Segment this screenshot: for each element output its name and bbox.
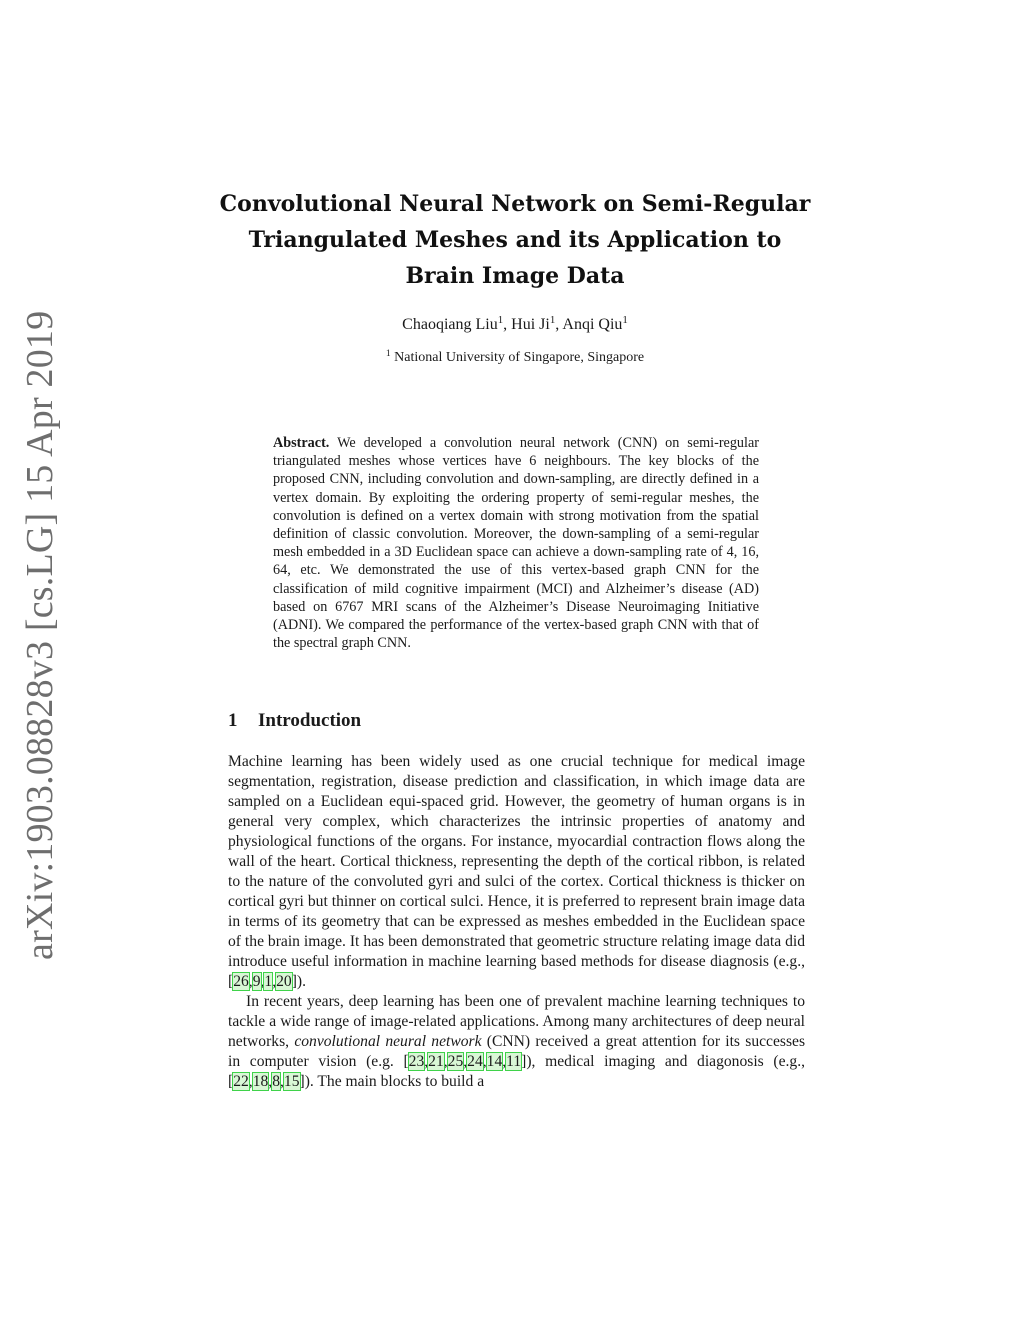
emphasized-term: convolutional neural network xyxy=(294,1033,482,1050)
abstract-label: Abstract. xyxy=(273,435,330,451)
citation-link[interactable]: 11 xyxy=(506,1053,522,1070)
title-line: Triangulated Meshes and its Application to xyxy=(248,227,782,253)
paragraph-text: ]), medical imaging and diagonosis (e.g., [ xyxy=(228,1053,805,1090)
citation-link[interactable]: 26 xyxy=(233,973,249,990)
affiliation-mark: 1 xyxy=(622,314,628,327)
section-heading xyxy=(228,708,808,734)
abstract-text: We developed a convolution neural network (CNN) on semi-regular triangulated meshes whose vertices have 6 neighbours. The key blocks of the proposed CNN, including convolution and down-sampling, are directly defined in a vertex domain. By exploiting the ordering property of semi-regular meshes, the convolution is defined on a vertex domain with strong motivation from the spatial definition of classic convolution. Moreover, the down-sampling of a semi-regular mesh embedded in a 3D Euclidean space can achieve a down-sampling rate of 4, 16, 64, etc. We demonstrated the use of this vertex-based graph CNN for the classification of mild cognitive impairment (MCI) and Alzheimer’s disease (AD) based on 6767 MRI scans of the Alzheimer’s Disease Neuroimaging Initiative (ADNI). We compared the performance of the vertex-based graph CNN with that of the spectral graph CNN. xyxy=(273,435,759,652)
author-list: Chaoqiang Liu$^1$, Hui Ji$^1$, Anqi Qiu$^1$ xyxy=(402,314,628,333)
affiliation-text: National University of Singapore, Singapore xyxy=(394,350,645,365)
abstract xyxy=(273,434,759,652)
author-name: Hui Ji xyxy=(511,316,550,333)
citation-link[interactable]: 21 xyxy=(428,1053,444,1070)
citation-link[interactable]: 25 xyxy=(447,1053,464,1070)
paragraph-text: ]). The main blocks to build a xyxy=(299,1073,485,1090)
section-number: 1 xyxy=(228,710,238,731)
citation-link[interactable]: 24 xyxy=(467,1053,483,1070)
paragraph: Machine learning has been widely used as one crucial technique for medical image segmentation, registration, disease prediction and classification, in which image data are sampled on a Euclidean equi-spaced grid. However, the geometry of human organs is in general very complex, which characterizes the intrinsic properties of anatomy and physiological functions of the organs. For instance, myocardial contraction flows along the wall of the heart. Cortical thickness, representing the depth of the cortical ribbon, is related to the nature of the convoluted gyri and sulci of the cortex. Cortical thickness is thicker on cortical gyri but thinner on cortical sulci. Hence, it is preferred to represent brain image data in terms of its geometry that can be expressed as meshes embedded in the Euclidean space of the brain image. It has been demonstrated that geometric structure relating image data did introduce useful information in machine learning based methods for disease diagnosis (e.g., [26,9,1,20]). xyxy=(228,753,805,990)
author-name: Anqi Qiu xyxy=(562,316,623,333)
author-name: Chaoqiang Liu xyxy=(402,316,498,333)
title-line: Convolutional Neural Network on Semi-Regular xyxy=(219,191,811,217)
section-title: Introduction xyxy=(258,710,362,731)
citation-link[interactable]: 1 xyxy=(264,973,273,990)
title-line: Brain Image Data xyxy=(405,263,625,289)
paragraph-text: (CNN) received a great attention for its successes in computer vision (e.g. [ xyxy=(228,1033,806,1070)
paragraph-text: ]). xyxy=(291,973,306,990)
citation-link[interactable]: 18 xyxy=(252,1073,269,1090)
citation-link[interactable]: 23 xyxy=(408,1053,425,1070)
citation-link[interactable]: 22 xyxy=(233,1073,249,1090)
paragraph-text: In recent years, deep learning has been one of prevalent machine learning techniques to tackle a wide range of image-related applications. Among many architectures of deep neural networks, xyxy=(228,993,805,1050)
citation-link[interactable]: 15 xyxy=(283,1073,300,1090)
citation-link[interactable]: 20 xyxy=(276,973,292,990)
citation-link[interactable]: 8 xyxy=(272,1073,280,1090)
affiliation-mark: 1 xyxy=(549,314,556,327)
paragraph: In recent years, deep learning has been one of prevalent machine learning techniques to tackle a wide range of image-related applications. Among many architectures of deep neural networks, convolutional neural network (CNN) received a great attention for its successes in computer vision (e.g. [23,21,25,24,14,11]), medical imaging and diagonosis (e.g., [22,18,8,15]). The main blocks to build a xyxy=(228,993,806,1090)
arxiv-identifier[interactable]: arXiv:1903.08828v3 [cs.LG] 15 Apr 2019 xyxy=(19,310,61,960)
affiliation-mark: 1 xyxy=(497,314,504,327)
citation-link[interactable]: 9 xyxy=(252,973,261,990)
affiliation-mark: 1 xyxy=(385,348,391,359)
paper-title xyxy=(215,186,815,294)
introduction-body xyxy=(228,752,805,1092)
paragraph-text: Machine learning has been widely used as one crucial technique for medical image segmentation, registration, disease prediction and classification, in which image data are sampled on a Euclidean equi-spaced grid. However, the geometry of human organs is in general very complex, which characterizes the intrinsic properties of anatomy and physiological functions of the organs. For instance, myocardial contraction flows along the wall of the heart. Cortical thickness, representing the depth of the cortical ribbon, is related to the nature of the convoluted gyri and sulci of the cortex. Cortical thickness is thicker on cortical gyri but thinner on cortical sulci. Hence, it is preferred to represent brain image data in terms of its geometry that can be expressed as meshes embedded in the Euclidean space of the brain image. It has been demonstrated that geometric structure relating image data did introduce useful information in machine learning based methods for disease diagnosis (e.g., [ xyxy=(228,753,805,990)
affiliation xyxy=(215,348,815,368)
citation-link[interactable]: 14 xyxy=(486,1053,503,1070)
